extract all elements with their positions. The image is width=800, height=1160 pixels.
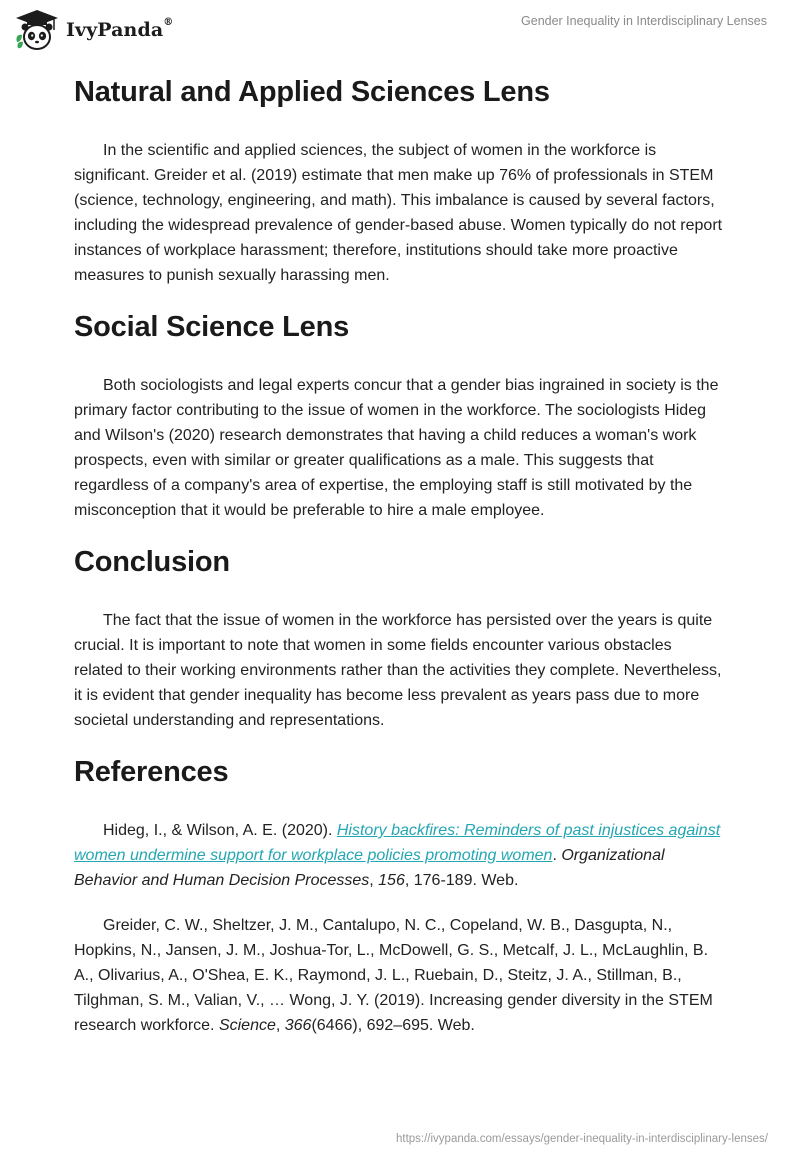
references-heading: References (74, 756, 229, 788)
brand-name: IvyPanda® (66, 17, 174, 41)
section-heading: Social Science Lens (74, 311, 350, 343)
section-heading: Natural and Applied Sciences Lens (74, 76, 550, 108)
section-paragraph: The fact that the issue of women in the workforce has persisted over the years is quite crucial. It is important to note that women in some fields encounter various obstacles related to their working environments rather than the activities they complete. Nevertheless, it is evident that gender inequality has become less prevalent as years pass due to more societal understanding and representations. (74, 612, 722, 729)
reference-entry: Greider, C. W., Sheltzer, J. M., Cantalupo, N. C., Copeland, W. B., Dasgupta, N., Hopkins, N., Jansen, J. M., Joshua-Tor, L., McDowell, G. S., Metcalf, J. L., McLaughlin, B. A., Olivarius, A., O'Shea, E. K., Raymond, J. L., Ruebain, D., Steitz, J. A., Stillman, B., Tilghman, S. M., Valian, V., … Wong, J. Y. (2019). Increasing gender diversity in the STEM research workforce. Science, 366(6466), 692–695. Web. (74, 917, 713, 1034)
reference-link[interactable]: History backfires: Reminders of past injustices against women undermine support for workplace policies promoting women (74, 822, 721, 864)
document-title: Gender Inequality in Interdisciplinary Lenses (521, 14, 767, 28)
panda-graduate-icon (14, 8, 60, 52)
essay-body (74, 70, 724, 1038)
section-heading: Conclusion (74, 546, 230, 578)
reference-entry: Hideg, I., & Wilson, A. E. (2020). History backfires: Reminders of past injustices against women undermine support for workplace policies promoting women. Organizational Behavior and Human Decision Processes, 156, 176-189. Web. (74, 822, 721, 889)
footer-url: https://ivypanda.com/essays/gender-inequality-in-interdisciplinary-lenses/ (395, 1133, 768, 1145)
section-paragraph: Both sociologists and legal experts concur that a gender bias ingrained in society is the primary factor contributing to the issue of women in the workforce. The sociologists Hideg and Wilson's (2020) research demonstrates that having a child reduces a woman's work prospects, even with similar or greater qualifications as a male. This suggests that regardless of a company's area of expertise, the employing staff is still motivated by the misconception that it would be preferable to hire a male employee. (74, 377, 719, 519)
ivypanda-logo[interactable] (14, 8, 173, 52)
page-header (0, 0, 800, 60)
section-paragraph: In the scientific and applied sciences, the subject of women in the workforce is significant. Greider et al. (2019) estimate that men make up 76% of professionals in STEM (science, technology, engineering, and math). This imbalance is caused by several factors, including the widespread prevalence of gender-based abuse. Women typically do not report instances of workplace harassment; therefore, institutions should take more proactive measures to punish sexually harassing men. (74, 142, 723, 284)
